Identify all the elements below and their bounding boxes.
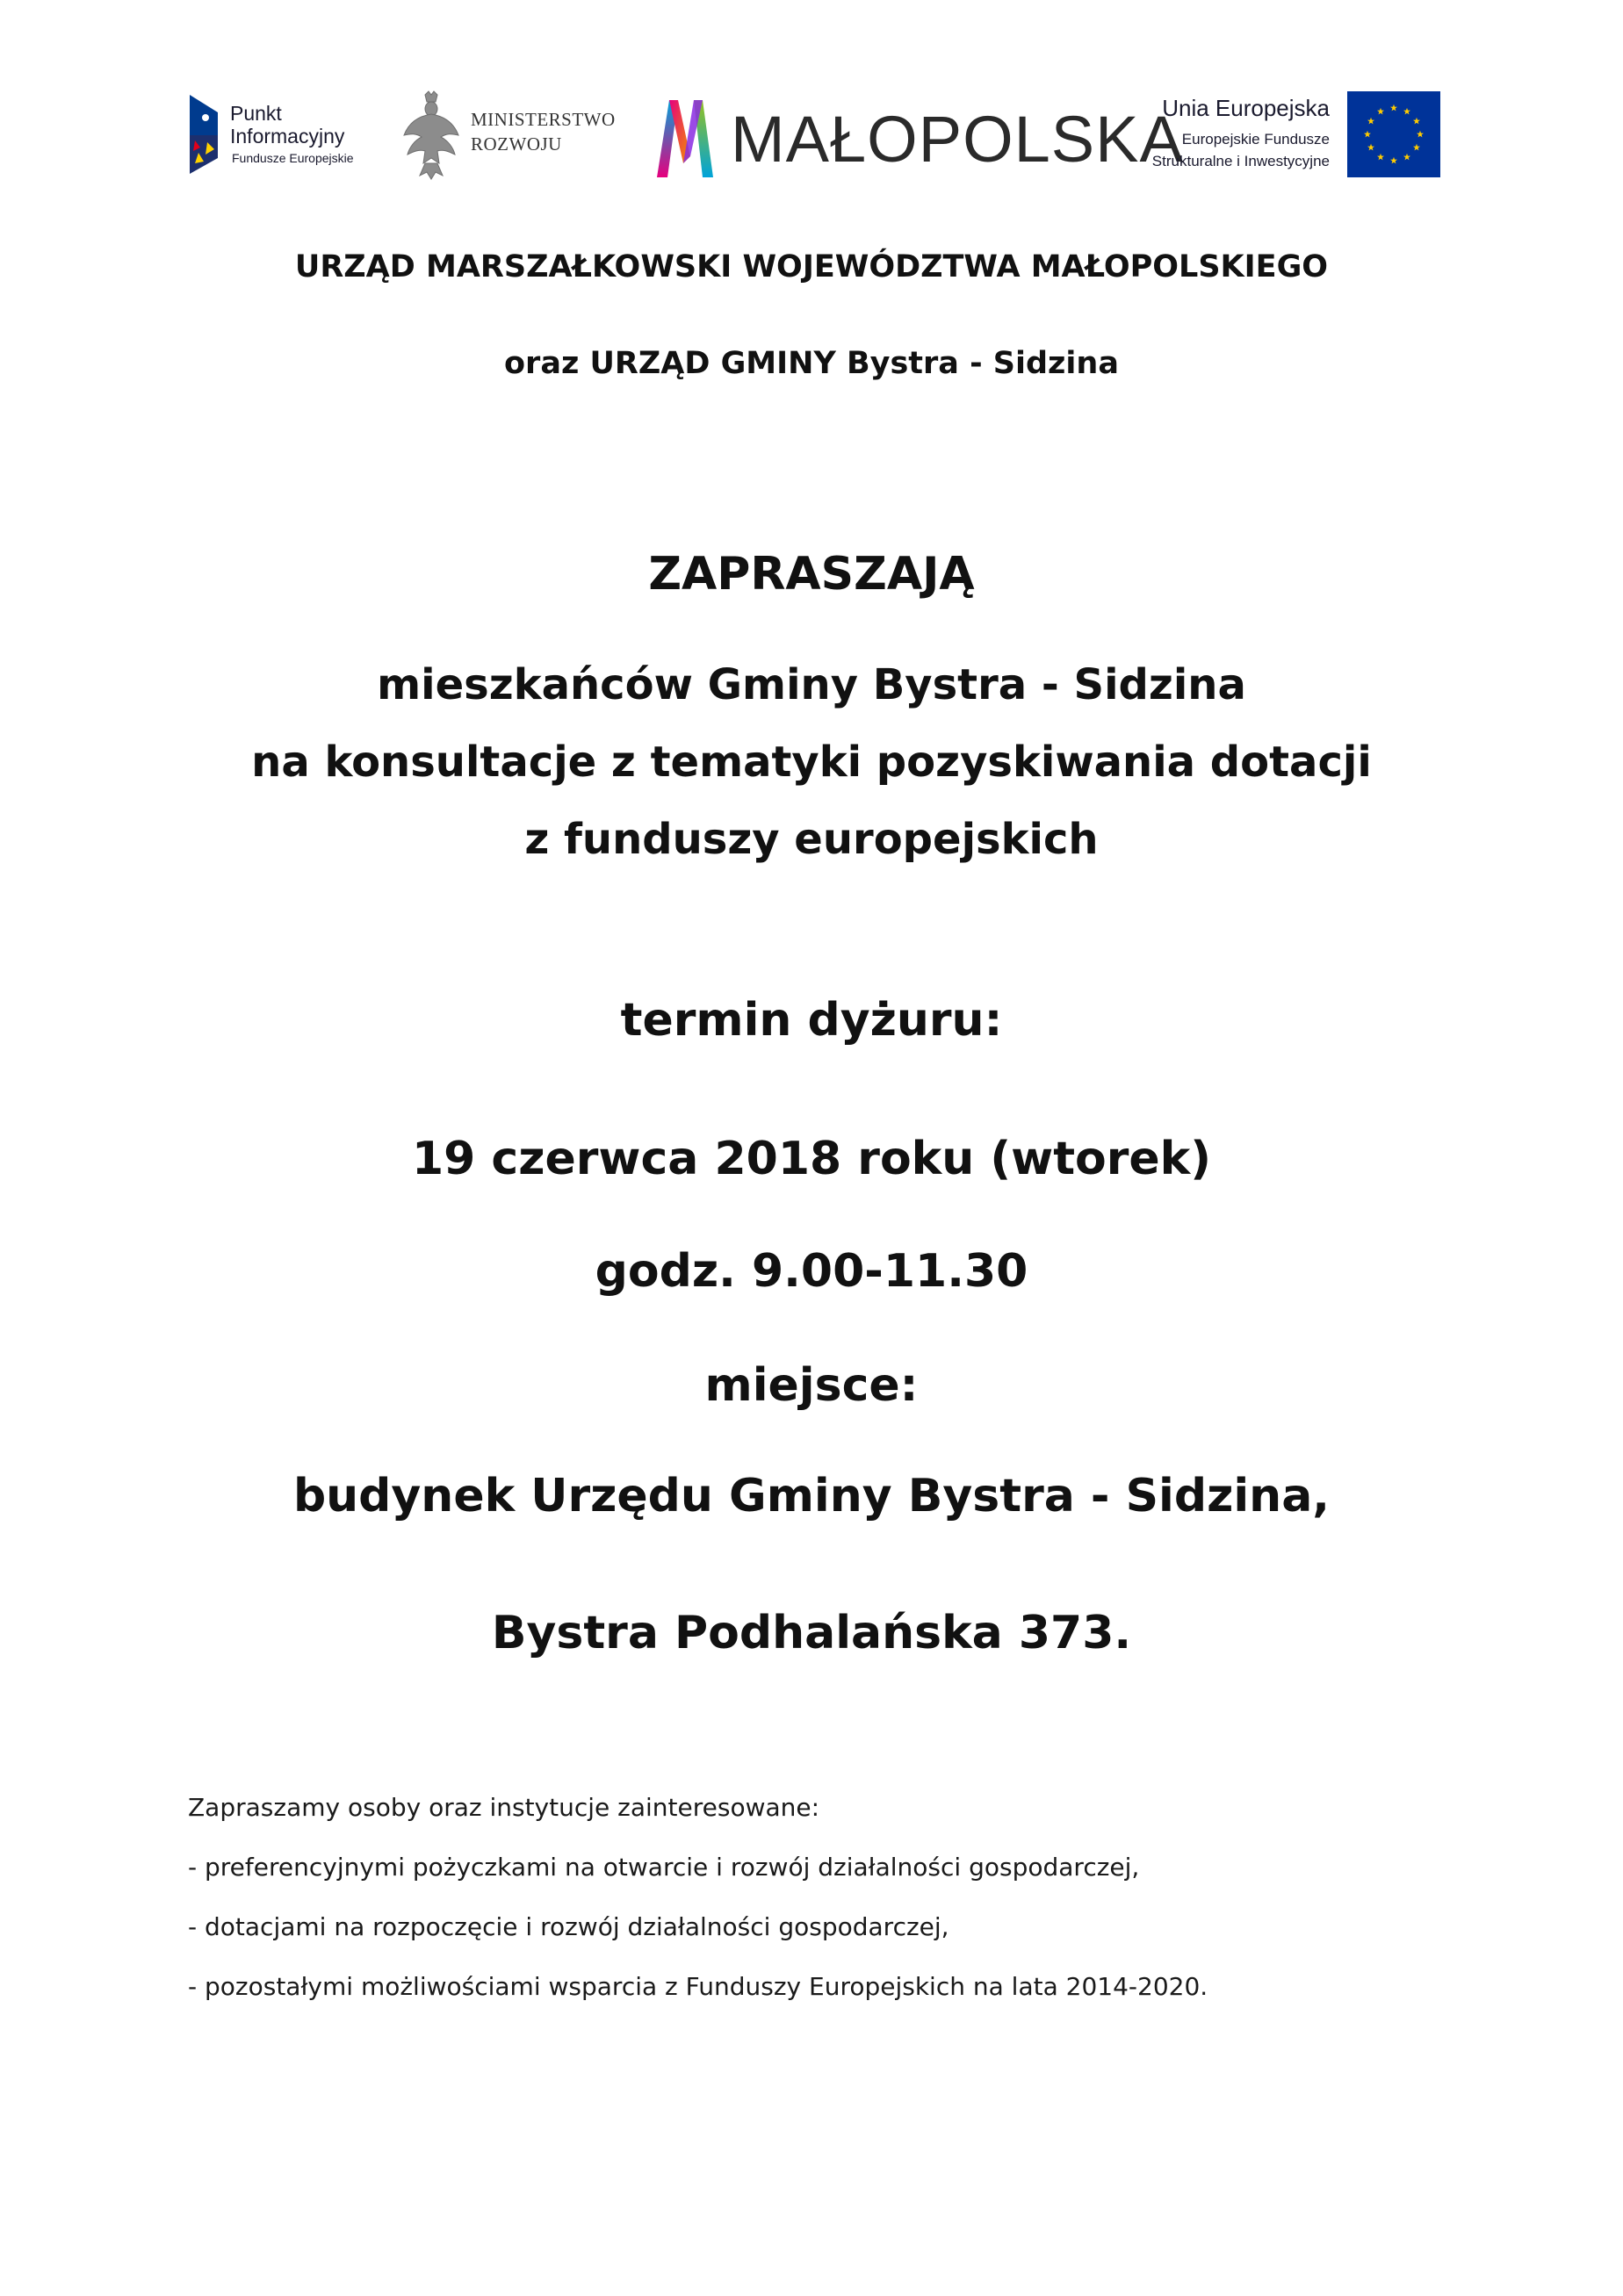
polish-eagle-icon xyxy=(402,90,460,181)
header-line2: oraz URZĄD GMINY Bystra - Sidzina xyxy=(504,346,1119,381)
event-date: 19 czerwca 2018 roku (wtorek) xyxy=(411,1133,1212,1185)
invitation-line3: z funduszy europejskich xyxy=(524,815,1099,864)
ministerstwo-line2: ROZWOJU xyxy=(471,133,562,155)
invitation-line2: na konsultacje z tematyki pozyskiwania dotacji xyxy=(251,738,1372,787)
event-hours: godz. 9.00-11.30 xyxy=(595,1245,1028,1298)
logo-bar xyxy=(0,0,1623,202)
punkt-informacyjny-emblem-icon xyxy=(186,90,221,177)
unia-europejska-logo xyxy=(1142,91,1440,179)
place-label: miejsce: xyxy=(704,1359,919,1412)
footer-item: - pozostałymi możliwościami wsparcia z Funduszy Europejskich na lata 2014-2020. xyxy=(188,1972,1208,2001)
footer-intro: Zapraszamy osoby oraz instytucje zainteresowane: xyxy=(188,1793,820,1822)
punkt-line3: Fundusze Europejskie xyxy=(232,151,354,165)
punkt-line2: Informacyjny xyxy=(230,125,345,148)
malopolska-wordmark: MAŁOPOLSKA xyxy=(731,103,1184,176)
place-line1: budynek Urzędu Gminy Bystra - Sidzina, xyxy=(292,1470,1331,1522)
punkt-informacyjny-logo xyxy=(186,90,362,181)
invitation-line1: mieszkańców Gminy Bystra - Sidzina xyxy=(377,660,1246,709)
term-label: termin dyżuru: xyxy=(620,994,1003,1047)
eu-flag-icon xyxy=(1347,91,1440,177)
ministerstwo-line1: MINISTERSTWO xyxy=(471,109,616,130)
eu-line2: Europejskie Fundusze xyxy=(1181,131,1330,148)
m-letter-gradient-icon xyxy=(652,95,718,179)
invitation-title: ZAPRASZAJĄ xyxy=(648,548,975,601)
eu-line3: Strukturalne i Inwestycyjne xyxy=(1151,153,1330,169)
footer-item: - dotacjami na rozpoczęcie i rozwój działalności gospodarczej, xyxy=(188,1912,949,1941)
header-line1: URZĄD MARSZAŁKOWSKI WOJEWÓDZTWA MAŁOPOLSKIEGO xyxy=(294,249,1329,284)
place-line2: Bystra Podhalańska 373. xyxy=(491,1607,1132,1659)
ministerstwo-rozwoju-logo xyxy=(402,90,616,183)
malopolska-logo xyxy=(652,90,1184,181)
eu-line1: Unia Europejska xyxy=(1162,95,1330,121)
punkt-line1: Punkt xyxy=(230,102,282,125)
footer-item: - preferencyjnymi pożyczkami na otwarcie i rozwój działalności gospodarczej, xyxy=(188,1853,1140,1882)
